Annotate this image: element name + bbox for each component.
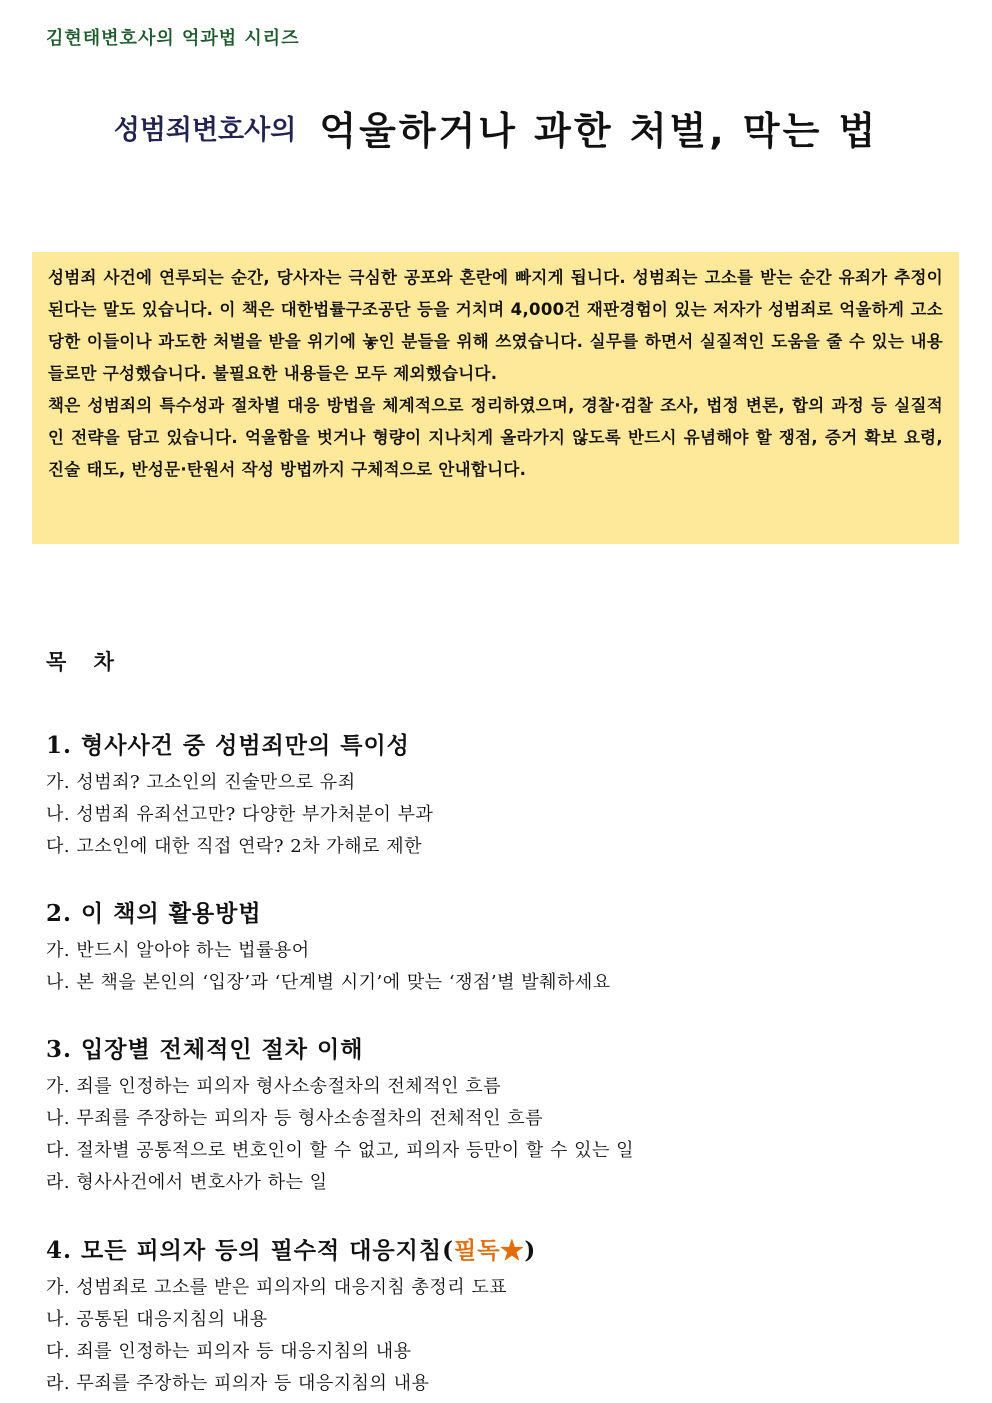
toc-item: 가. 반드시 알아야 하는 법률용어 [46,940,310,961]
summary-paragraph-1: 성범죄 사건에 연루되는 순간, 당사자는 극심한 공포와 혼란에 빠지게 됩니다. 성범죄는 고소를 받는 순간 유죄가 추정이 된다는 말도 있습니다. 이 책은 대한법률구조공단 등을 거치며 4,000건 재판경험이 있는 저자가 성범죄로 억울하게 고소당한 이들이나 과도한 처벌을 받을 위기에 놓인 분들을 위해 쓰였습니다. 실무를 하면서 실질적인 도움을 줄 수 있는 내용들로만 구성했습니다. 불필요한 내용들은 모두 제외했습니다. [48,268,943,383]
toc-item: 나. 본 책을 본인의 ‘입장’과 ‘단계별 시기’에 맞는 ‘쟁점’별 발췌하세요 [46,972,611,993]
toc-section-title: 1. 형사사건 중 성범죄만의 특이성 [46,732,410,759]
toc-item: 가. 성범죄로 고소를 받은 피의자의 대응지침 총정리 도표 [46,1277,508,1298]
toc-item: 가. 죄를 인정하는 피의자 형사소송절차의 전체적인 흐름 [46,1076,501,1097]
title-prefix: 성범죄변호사의 [113,115,297,146]
series-label: 김현태변호사의 억과법 시리즈 [46,28,300,49]
toc-item: 라. 형사사건에서 변호사가 하는 일 [46,1172,328,1193]
toc-item: 다. 죄를 인정하는 피의자 등 대응지침의 내용 [46,1341,412,1362]
toc-item: 나. 공통된 대응지침의 내용 [46,1309,268,1330]
toc-item: 라. 무죄를 주장하는 피의자 등 대응지침의 내용 [46,1373,430,1394]
toc-item: 가. 성범죄? 고소인의 진술만으로 유죄 [46,772,356,793]
document-title [0,100,992,155]
summary-paragraph-2: 책은 성범죄의 특수성과 절차별 대응 방법을 체계적으로 정리하였으며, 경찰·검찰 조사, 법정 변론, 합의 과정 등 실질적인 전략을 담고 있습니다. 억울함을 벗거나 형량이 지나치게 올라가지 않도록 반드시 유념해야 할 쟁점, 증거 확보 요령, 진술 태도, 반성문·탄원서 작성 방법까지 구체적으로 안내합니다. [48,396,943,479]
summary-box [32,252,959,544]
toc-item: 다. 절차별 공통적으로 변호인이 할 수 없고, 피의자 등만이 할 수 있는 일 [46,1140,634,1161]
toc-item: 다. 고소인에 대한 직접 연락? 2차 가해로 제한 [46,836,422,857]
toc-heading: 목 차 [46,650,124,674]
toc-section-title: 4. 모든 피의자 등의 필수적 대응지침(필독★) [46,1237,537,1264]
toc-section-title: 3. 입장별 전체적인 절차 이해 [46,1036,364,1063]
must-read-badge: 필독★ [453,1237,525,1264]
toc-item: 나. 무죄를 주장하는 피의자 등 형사소송절차의 전체적인 흐름 [46,1108,543,1129]
title-main: 억울하거나 과한 처벌, 막는 법 [319,109,879,153]
toc-section-title: 2. 이 책의 활용방법 [46,900,262,927]
toc-item: 나. 성범죄 유죄선고만? 다양한 부가처분이 부과 [46,804,434,825]
